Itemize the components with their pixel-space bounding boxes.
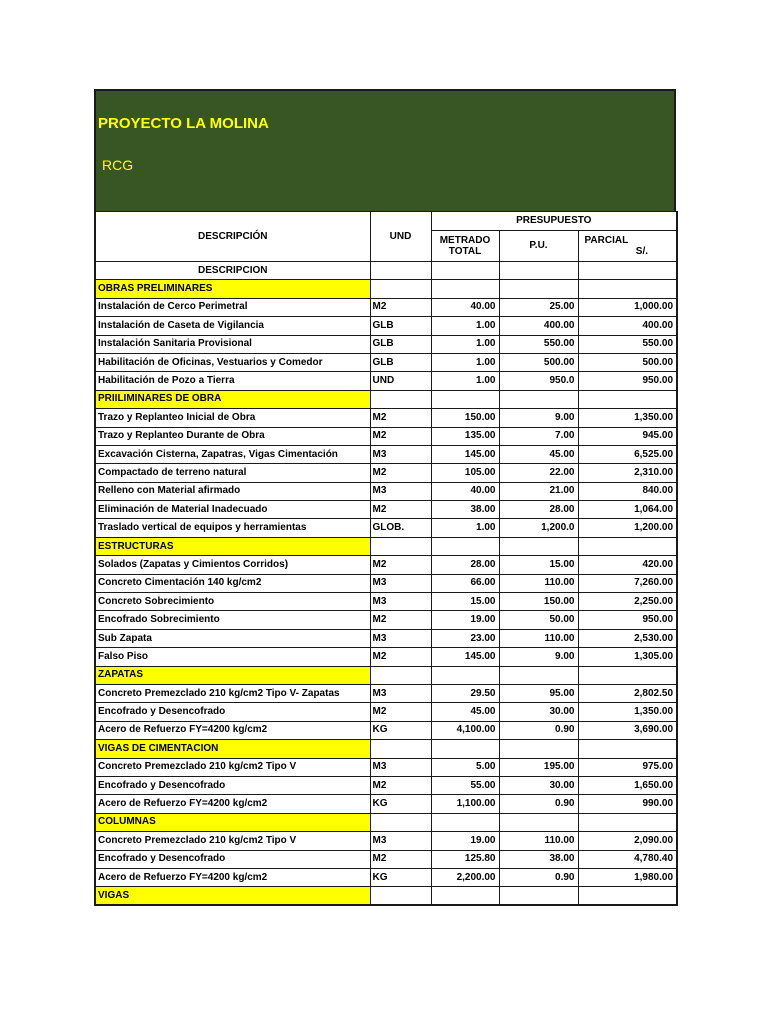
table-row bbox=[95, 611, 677, 629]
item-metrado: 1.00 bbox=[431, 335, 499, 353]
header-metrado: METRADO TOTAL bbox=[431, 231, 499, 262]
item-metrado: 135.00 bbox=[431, 427, 499, 445]
item-partial: 1,000.00 bbox=[578, 298, 677, 316]
table-row bbox=[95, 317, 677, 335]
item-partial: 7,260.00 bbox=[578, 574, 677, 592]
item-metrado: 29.50 bbox=[431, 684, 499, 702]
table-row bbox=[95, 519, 677, 537]
item-description: Sub Zapata bbox=[95, 629, 370, 647]
item-unit-price: 0.90 bbox=[499, 721, 578, 739]
item-unit-price: 15.00 bbox=[499, 556, 578, 574]
item-partial: 945.00 bbox=[578, 427, 677, 445]
item-partial: 1,650.00 bbox=[578, 776, 677, 794]
item-description: Encofrado y Desencofrado bbox=[95, 703, 370, 721]
item-metrado: 1.00 bbox=[431, 519, 499, 537]
table-row bbox=[95, 353, 677, 371]
table-row bbox=[95, 703, 677, 721]
item-unit: M3 bbox=[370, 629, 431, 647]
item-metrado: 66.00 bbox=[431, 574, 499, 592]
table-row bbox=[95, 574, 677, 592]
table-row bbox=[95, 758, 677, 776]
section-row bbox=[95, 537, 677, 555]
item-description: Acero de Refuerzo FY=4200 kg/cm2 bbox=[95, 721, 370, 739]
item-partial: 4,780.40 bbox=[578, 850, 677, 868]
table-row bbox=[95, 832, 677, 850]
item-metrado: 1.00 bbox=[431, 372, 499, 390]
item-partial: 1,200.00 bbox=[578, 519, 677, 537]
item-unit-price: 950.0 bbox=[499, 372, 578, 390]
table-row bbox=[95, 795, 677, 813]
table-row bbox=[95, 850, 677, 868]
section-row bbox=[95, 390, 677, 408]
item-unit: KG bbox=[370, 868, 431, 886]
item-description: Trazo y Replanteo Inicial de Obra bbox=[95, 409, 370, 427]
item-partial: 840.00 bbox=[578, 482, 677, 500]
item-unit-price: 400.00 bbox=[499, 317, 578, 335]
item-unit: M2 bbox=[370, 556, 431, 574]
item-description: Encofrado Sobrecimiento bbox=[95, 611, 370, 629]
item-partial: 990.00 bbox=[578, 795, 677, 813]
header-descripcion: DESCRIPCIÓN bbox=[95, 212, 370, 262]
item-unit: GLB bbox=[370, 353, 431, 371]
item-unit-price: 0.90 bbox=[499, 868, 578, 886]
item-unit-price: 38.00 bbox=[499, 850, 578, 868]
item-unit: M3 bbox=[370, 482, 431, 500]
item-unit: M2 bbox=[370, 776, 431, 794]
item-description: Instalación de Caseta de Vigilancia bbox=[95, 317, 370, 335]
item-unit-price: 50.00 bbox=[499, 611, 578, 629]
table-row bbox=[95, 868, 677, 886]
item-description: Instalación Sanitaria Provisional bbox=[95, 335, 370, 353]
item-description: Habilitación de Oficinas, Vestuarios y Comedor bbox=[95, 353, 370, 371]
item-metrado: 2,200.00 bbox=[431, 868, 499, 886]
item-description: Concreto Sobrecimiento bbox=[95, 593, 370, 611]
item-metrado: 15.00 bbox=[431, 593, 499, 611]
section-title: PRIILIMINARES DE OBRA bbox=[95, 390, 370, 408]
item-metrado: 150.00 bbox=[431, 409, 499, 427]
item-unit-price: 550.00 bbox=[499, 335, 578, 353]
table-row bbox=[95, 409, 677, 427]
project-title: PROYECTO LA MOLINA bbox=[98, 115, 269, 132]
section-row bbox=[95, 280, 677, 298]
item-metrado: 19.00 bbox=[431, 611, 499, 629]
item-description: Concreto Premezclado 210 kg/cm2 Tipo V bbox=[95, 758, 370, 776]
item-unit: M2 bbox=[370, 409, 431, 427]
item-metrado: 19.00 bbox=[431, 832, 499, 850]
table-row bbox=[95, 721, 677, 739]
section-title: VIGAS DE CIMENTACION bbox=[95, 740, 370, 758]
item-description: Concreto Cimentación 140 kg/cm2 bbox=[95, 574, 370, 592]
subheader-descripcion: DESCRIPCION bbox=[95, 262, 370, 280]
item-metrado: 1,100.00 bbox=[431, 795, 499, 813]
item-unit-price: 28.00 bbox=[499, 501, 578, 519]
item-description: Falso Piso bbox=[95, 648, 370, 666]
item-metrado: 45.00 bbox=[431, 703, 499, 721]
item-unit-price: 30.00 bbox=[499, 703, 578, 721]
item-unit-price: 500.00 bbox=[499, 353, 578, 371]
header-presupuesto: PRESUPUESTO bbox=[431, 212, 677, 231]
table-row bbox=[95, 372, 677, 390]
item-unit: UND bbox=[370, 372, 431, 390]
item-description: Traslado vertical de equipos y herramientas bbox=[95, 519, 370, 537]
item-description: Excavación Cisterna, Zapatras, Vigas Cimentación bbox=[95, 445, 370, 463]
item-description: Solados (Zapatas y Cimientos Corridos) bbox=[95, 556, 370, 574]
item-unit-price: 45.00 bbox=[499, 445, 578, 463]
item-unit: M3 bbox=[370, 445, 431, 463]
header-parcial: PARCIAL S/. bbox=[578, 231, 677, 262]
table-row bbox=[95, 684, 677, 702]
table-row bbox=[95, 648, 677, 666]
item-metrado: 40.00 bbox=[431, 482, 499, 500]
item-unit: M3 bbox=[370, 574, 431, 592]
item-unit-price: 0.90 bbox=[499, 795, 578, 813]
item-metrado: 40.00 bbox=[431, 298, 499, 316]
item-partial: 1,350.00 bbox=[578, 703, 677, 721]
item-unit-price: 21.00 bbox=[499, 482, 578, 500]
item-unit: M2 bbox=[370, 298, 431, 316]
section-row bbox=[95, 666, 677, 684]
item-description: Concreto Premezclado 210 kg/cm2 Tipo V- Zapatas bbox=[95, 684, 370, 702]
item-unit-price: 25.00 bbox=[499, 298, 578, 316]
table-row bbox=[95, 482, 677, 500]
table-row bbox=[95, 556, 677, 574]
item-metrado: 28.00 bbox=[431, 556, 499, 574]
item-metrado: 125.80 bbox=[431, 850, 499, 868]
item-partial: 6,525.00 bbox=[578, 445, 677, 463]
item-unit-price: 110.00 bbox=[499, 574, 578, 592]
item-unit-price: 195.00 bbox=[499, 758, 578, 776]
item-unit: M3 bbox=[370, 832, 431, 850]
table-row bbox=[95, 427, 677, 445]
table-row bbox=[95, 501, 677, 519]
section-title: COLUMNAS bbox=[95, 813, 370, 831]
item-description: Compactado de terreno natural bbox=[95, 464, 370, 482]
item-unit-price: 150.00 bbox=[499, 593, 578, 611]
item-partial: 2,530.00 bbox=[578, 629, 677, 647]
project-banner bbox=[94, 89, 676, 211]
item-unit: M2 bbox=[370, 703, 431, 721]
header-und: UND bbox=[370, 212, 431, 262]
item-partial: 1,064.00 bbox=[578, 501, 677, 519]
item-unit: M3 bbox=[370, 593, 431, 611]
item-partial: 950.00 bbox=[578, 611, 677, 629]
item-unit: M2 bbox=[370, 648, 431, 666]
item-partial: 550.00 bbox=[578, 335, 677, 353]
item-unit-price: 110.00 bbox=[499, 832, 578, 850]
item-unit-price: 30.00 bbox=[499, 776, 578, 794]
budget-sheet bbox=[94, 89, 676, 906]
item-partial: 2,250.00 bbox=[578, 593, 677, 611]
item-description: Trazo y Replanteo Durante de Obra bbox=[95, 427, 370, 445]
item-partial: 420.00 bbox=[578, 556, 677, 574]
section-row bbox=[95, 887, 677, 905]
item-partial: 500.00 bbox=[578, 353, 677, 371]
item-unit: M3 bbox=[370, 758, 431, 776]
item-partial: 2,310.00 bbox=[578, 464, 677, 482]
table-row bbox=[95, 298, 677, 316]
item-metrado: 5.00 bbox=[431, 758, 499, 776]
item-unit-price: 9.00 bbox=[499, 409, 578, 427]
item-unit-price: 22.00 bbox=[499, 464, 578, 482]
item-unit: GLB bbox=[370, 317, 431, 335]
section-title: ZAPATAS bbox=[95, 666, 370, 684]
project-subtitle: RCG bbox=[102, 157, 134, 173]
budget-table bbox=[94, 211, 678, 906]
item-unit: M3 bbox=[370, 684, 431, 702]
item-description: Instalación de Cerco Perimetral bbox=[95, 298, 370, 316]
item-unit: GLB bbox=[370, 335, 431, 353]
item-unit: GLOB. bbox=[370, 519, 431, 537]
item-metrado: 38.00 bbox=[431, 501, 499, 519]
item-partial: 1,980.00 bbox=[578, 868, 677, 886]
item-partial: 3,690.00 bbox=[578, 721, 677, 739]
item-unit: M2 bbox=[370, 501, 431, 519]
item-partial: 400.00 bbox=[578, 317, 677, 335]
table-row bbox=[95, 593, 677, 611]
section-row bbox=[95, 740, 677, 758]
item-unit-price: 9.00 bbox=[499, 648, 578, 666]
header-pu: P.U. bbox=[499, 231, 578, 262]
item-unit-price: 7.00 bbox=[499, 427, 578, 445]
item-metrado: 4,100.00 bbox=[431, 721, 499, 739]
item-description: Acero de Refuerzo FY=4200 kg/cm2 bbox=[95, 795, 370, 813]
item-partial: 1,305.00 bbox=[578, 648, 677, 666]
table-row bbox=[95, 464, 677, 482]
table-row bbox=[95, 776, 677, 794]
item-unit: M2 bbox=[370, 464, 431, 482]
item-description: Encofrado y Desencofrado bbox=[95, 776, 370, 794]
item-description: Encofrado y Desencofrado bbox=[95, 850, 370, 868]
section-title: OBRAS PRELIMINARES bbox=[95, 280, 370, 298]
item-unit: M2 bbox=[370, 850, 431, 868]
table-row bbox=[95, 445, 677, 463]
item-description: Concreto Premezclado 210 kg/cm2 Tipo V bbox=[95, 832, 370, 850]
item-description: Acero de Refuerzo FY=4200 kg/cm2 bbox=[95, 868, 370, 886]
table-row bbox=[95, 335, 677, 353]
item-metrado: 55.00 bbox=[431, 776, 499, 794]
item-partial: 1,350.00 bbox=[578, 409, 677, 427]
item-partial: 2,090.00 bbox=[578, 832, 677, 850]
item-unit: M2 bbox=[370, 427, 431, 445]
item-partial: 950.00 bbox=[578, 372, 677, 390]
item-metrado: 145.00 bbox=[431, 648, 499, 666]
item-metrado: 145.00 bbox=[431, 445, 499, 463]
item-metrado: 1.00 bbox=[431, 353, 499, 371]
item-unit-price: 95.00 bbox=[499, 684, 578, 702]
item-partial: 2,802.50 bbox=[578, 684, 677, 702]
item-partial: 975.00 bbox=[578, 758, 677, 776]
item-description: Eliminación de Material Inadecuado bbox=[95, 501, 370, 519]
section-row bbox=[95, 813, 677, 831]
item-description: Relleno con Material afirmado bbox=[95, 482, 370, 500]
item-unit-price: 1,200.0 bbox=[499, 519, 578, 537]
item-metrado: 1.00 bbox=[431, 317, 499, 335]
item-metrado: 23.00 bbox=[431, 629, 499, 647]
section-title: ESTRUCTURAS bbox=[95, 537, 370, 555]
item-metrado: 105.00 bbox=[431, 464, 499, 482]
table-row bbox=[95, 629, 677, 647]
item-unit: M2 bbox=[370, 611, 431, 629]
item-unit: KG bbox=[370, 795, 431, 813]
item-unit-price: 110.00 bbox=[499, 629, 578, 647]
item-unit: KG bbox=[370, 721, 431, 739]
item-description: Habilitación de Pozo a Tierra bbox=[95, 372, 370, 390]
section-title: VIGAS bbox=[95, 887, 370, 905]
